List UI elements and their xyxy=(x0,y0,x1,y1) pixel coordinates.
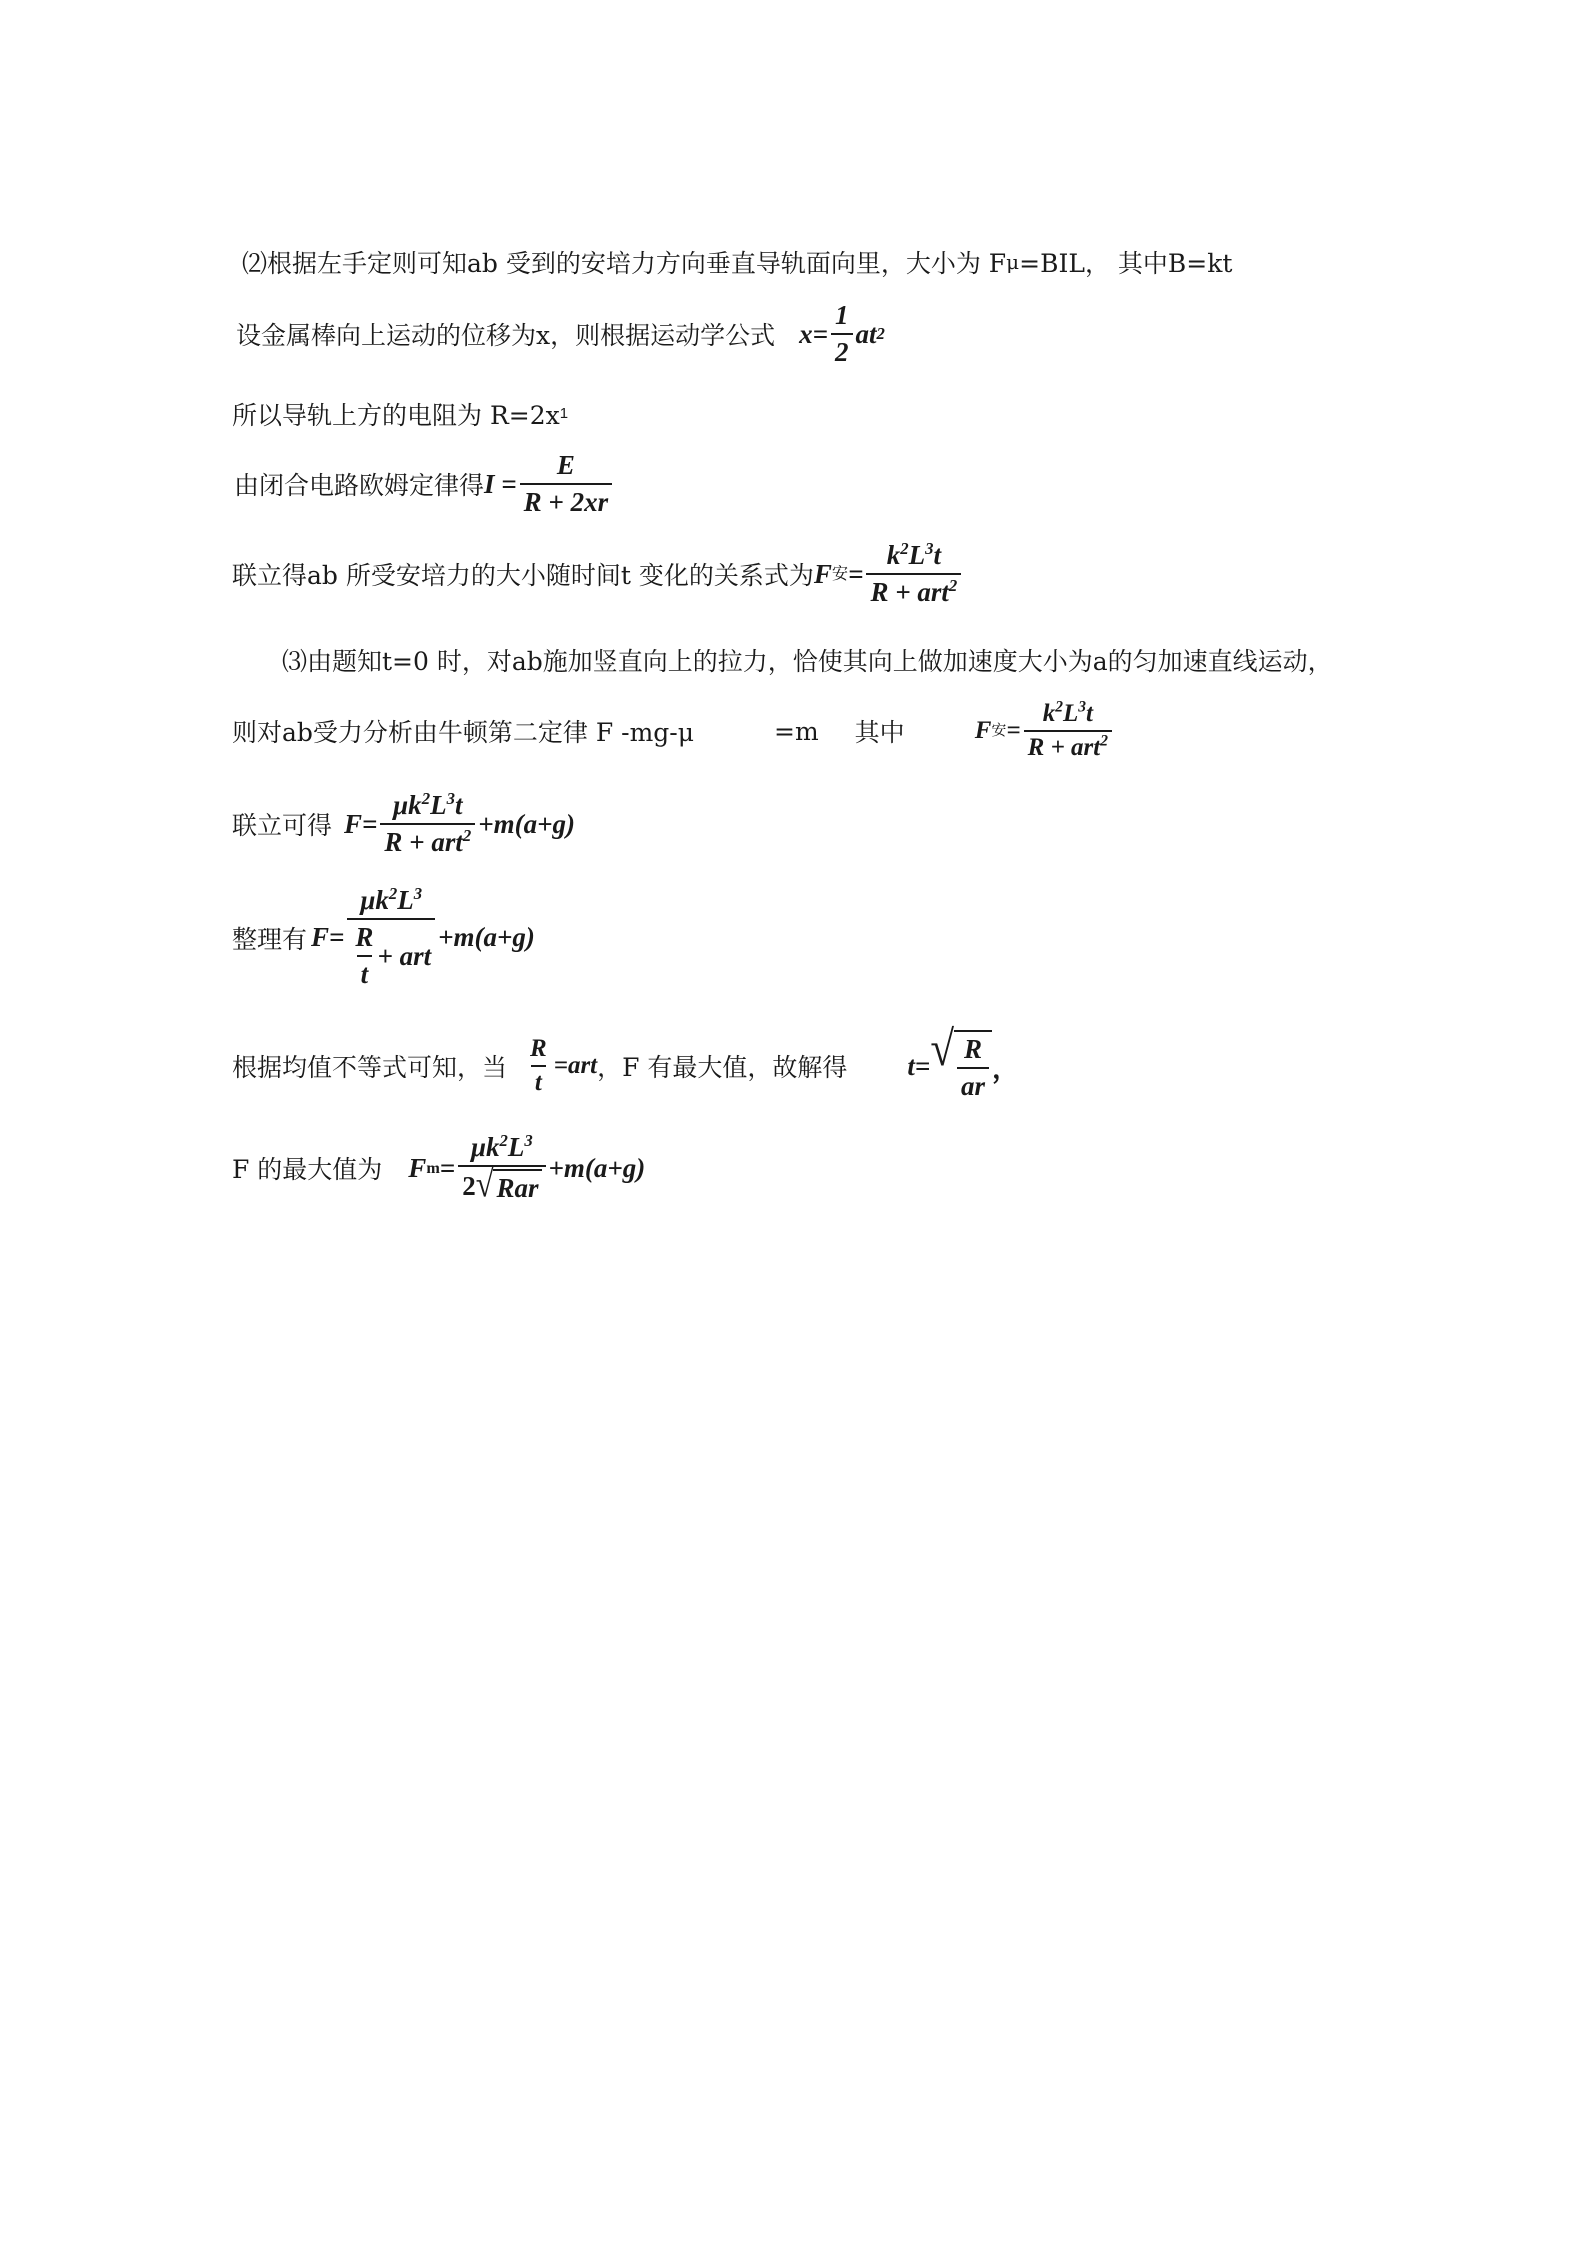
exponent: 3 xyxy=(524,1131,533,1150)
var-l: L xyxy=(908,540,926,570)
line-resistance: 所以导轨上方的电阻为 R=2x 1 xyxy=(232,396,568,432)
fraction-numerator: R xyxy=(530,1035,547,1062)
fraction xyxy=(520,450,612,518)
fraction xyxy=(347,885,435,990)
line-text: 所以导轨上方的电阻为 R=2x xyxy=(232,401,560,430)
fraction-denominator xyxy=(458,1165,545,1204)
square-root xyxy=(930,1022,992,1102)
formula-ampere-force: F 安 = $\frac{k^2L^3t}{R + art^2}$ xyxy=(814,540,964,608)
line-text-2: =m xyxy=(774,716,819,746)
equals: = xyxy=(1006,717,1021,744)
radical-sign: √ xyxy=(475,1164,494,1206)
var-k: k xyxy=(886,540,901,570)
square-root xyxy=(475,1164,542,1206)
exponent: 2 xyxy=(388,884,398,903)
line-text: 则对ab受力分析由牛顿第二定律 F -mg-μ xyxy=(232,718,695,747)
line-newton-second-law xyxy=(232,700,1115,762)
fraction-denominator: 2 xyxy=(831,333,853,368)
condition-rhs: =art xyxy=(553,1052,598,1079)
line-problem-statement xyxy=(282,642,1333,678)
var-l: L xyxy=(507,1132,525,1162)
var-mu-k: μk xyxy=(470,1132,500,1162)
formula-force xyxy=(344,790,575,858)
formula-lhs: F xyxy=(408,1152,427,1183)
coefficient: 2 xyxy=(462,1171,476,1201)
line-left-hand-rule xyxy=(242,244,1232,280)
formula-condition xyxy=(523,1035,597,1097)
exponent: 3 xyxy=(446,789,455,808)
denominator-text: R + art xyxy=(1027,734,1101,761)
fraction-numerator xyxy=(467,1132,537,1165)
fraction-half xyxy=(831,300,853,368)
var-mu-k: μk xyxy=(393,790,422,820)
fraction-denominator xyxy=(347,918,435,990)
radicand xyxy=(954,1030,992,1102)
line-ohms-law xyxy=(234,450,615,518)
formula-tail: +m(a+g) xyxy=(478,808,575,839)
line-text: ⑶由题知t=0 时，对ab施加竖直向上的拉力，恰使其向上做加速度大小为a的匀加速直线运动， xyxy=(282,647,1333,676)
formula-rhs: at xyxy=(855,318,877,349)
exponent: 2 xyxy=(421,789,431,808)
inner-fraction xyxy=(351,922,377,990)
exponent: 2 xyxy=(462,826,472,845)
fraction-numerator xyxy=(389,790,466,823)
exponent: 2 xyxy=(499,1131,508,1150)
line-text: 整理有 xyxy=(232,924,308,954)
var-t: t xyxy=(1085,700,1093,727)
radicand: Rar xyxy=(493,1169,541,1204)
line-text: F 的最大值为 xyxy=(232,1155,383,1184)
line-max-force xyxy=(232,1132,645,1204)
inner-numerator: R xyxy=(355,922,374,952)
var-k: k xyxy=(1042,700,1056,727)
line-text: ⑵根据左手定则可知ab 受到的安培力方向垂直导轨面向里，大小为 F xyxy=(242,249,1007,278)
fraction xyxy=(957,1034,989,1102)
fraction-numerator xyxy=(1039,700,1097,730)
line-displacement xyxy=(236,300,885,368)
denominator-text: R + art xyxy=(870,577,949,607)
line-rearranged-force xyxy=(232,885,535,990)
fraction xyxy=(1024,700,1112,762)
formula-tail: +m(a+g) xyxy=(548,1152,646,1183)
formula-ampere-force: F 安 = $\frac{k^2L^3t}{R + art^2}$ xyxy=(975,700,1115,762)
formula-force-rearranged xyxy=(311,885,535,990)
radical-sign: √ xyxy=(930,1022,955,1077)
fraction-denominator: t xyxy=(531,1065,546,1097)
exponent: 3 xyxy=(925,539,934,558)
line-text: 由闭合电路欧姆定律得 xyxy=(234,471,485,500)
exponent: 2 xyxy=(1055,698,1063,716)
exponent: 3 xyxy=(1078,698,1086,716)
formula-lhs: x= xyxy=(799,318,828,349)
fraction-denominator xyxy=(1024,730,1112,762)
formula-lhs: F xyxy=(974,717,992,744)
line-text: 根据均值不等式可知，当 xyxy=(232,1053,508,1082)
exponent: 2 xyxy=(1100,732,1108,750)
line-inequality xyxy=(232,1022,1020,1102)
line-text: 设金属棒向上运动的位移为x，则根据运动学公式 xyxy=(236,321,776,350)
fraction xyxy=(526,1035,551,1097)
formula-time xyxy=(907,1022,1020,1102)
comma: ， xyxy=(992,1053,1020,1084)
fraction-numerator: E xyxy=(556,450,575,480)
formula-lhs: I = xyxy=(484,468,517,499)
fraction-numerator: R xyxy=(964,1034,983,1064)
var-t: t xyxy=(454,790,463,820)
formula-lhs: F= xyxy=(311,922,345,952)
fraction-numerator xyxy=(356,885,426,918)
line-text-2: ，F 有最大值，故解得 xyxy=(597,1053,848,1082)
line-combined-force xyxy=(232,790,575,858)
var-t: t xyxy=(933,540,941,570)
line-ampere-force xyxy=(232,540,964,608)
exponent: 3 xyxy=(413,884,423,903)
line-text-2: =BIL， 其中B=kt xyxy=(1019,249,1233,278)
exponent: 2 xyxy=(948,576,958,595)
fraction xyxy=(458,1132,545,1204)
line-text-3: 其中 xyxy=(854,718,905,747)
fraction-denominator: R + 2xr xyxy=(520,483,612,518)
mu-subscript: μ xyxy=(1006,250,1020,274)
exponent: 2 xyxy=(900,539,909,558)
fraction xyxy=(866,540,961,608)
formula-tail: +m(a+g) xyxy=(438,922,535,952)
denominator-text: R + art xyxy=(384,827,463,857)
formula-displacement: x= $\frac{1}{2}$ at 2 xyxy=(799,300,885,367)
equals: = xyxy=(439,1152,456,1183)
var-l: L xyxy=(397,885,414,915)
formula-lhs: t= xyxy=(907,1050,931,1081)
formula-max-force: F m = $\mu k^2L^3$ 2 √ Rar +m(a+g) xyxy=(408,1131,646,1206)
var-mu-k: μk xyxy=(360,885,389,915)
formula-lhs: F xyxy=(813,558,832,589)
line-text: 联立得ab 所受安培力的大小随时间t 变化的关系式为 xyxy=(232,561,814,590)
fraction-denominator: ar xyxy=(957,1067,989,1102)
fraction-numerator: 1 xyxy=(835,300,849,330)
fraction-numerator xyxy=(883,540,945,573)
formula-lhs: F= xyxy=(344,808,378,839)
var-l: L xyxy=(1062,700,1079,727)
var-l: L xyxy=(430,790,447,820)
formula-current xyxy=(484,450,615,518)
fraction xyxy=(380,790,475,858)
line-text: 联立可得 xyxy=(232,811,333,840)
fraction-denominator xyxy=(866,573,961,608)
denominator-tail: + art xyxy=(377,940,432,971)
fraction-denominator xyxy=(380,823,475,858)
inner-denominator: t xyxy=(357,955,373,990)
equals: = xyxy=(848,558,864,589)
